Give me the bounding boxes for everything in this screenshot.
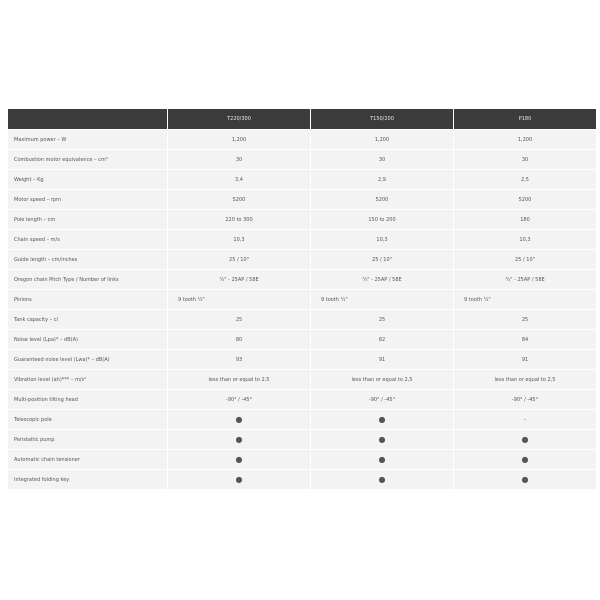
table-row [8,210,596,229]
header-cell-empty [8,109,168,129]
row-value: less than or equal to 2,5 [311,370,454,389]
row-value: 25 / 10" [168,250,311,269]
row-value: 220 to 300 [168,210,311,229]
row-value: 2,9 [311,170,454,189]
spec-table [8,108,596,490]
row-label: Chain speed – m/s [8,230,168,249]
header-cell-t150-200: T150/200 [311,109,454,129]
row-value: ● [454,470,596,489]
row-label: Peristaltic pump [8,430,168,449]
row-value: 25 [454,310,596,329]
row-value: -90° / -45° [168,390,311,409]
table-header [8,109,596,129]
row-value: 9 tooth ¼" [454,290,596,309]
row-label: Integrated folding key [8,470,168,489]
table-row [8,410,596,429]
row-value: 150 to 200 [311,210,454,229]
row-value: ● [311,470,454,489]
table-row [8,310,596,329]
table-row [8,130,596,149]
row-label: Multi-position tilting head [8,390,168,409]
row-value: 91 [311,350,454,369]
row-label: Pinions [8,290,168,309]
row-value: 10,3 [311,230,454,249]
row-value: 5200 [454,190,596,209]
row-value: 30 [454,150,596,169]
row-value: 25 [168,310,311,329]
row-value: 10,3 [168,230,311,249]
row-value: 30 [168,150,311,169]
table-row [8,370,596,389]
row-value: -90° / -45° [454,390,596,409]
table-row [8,470,596,489]
row-label: Maximum power – W [8,130,168,149]
table-row [8,350,596,369]
row-value: ● [454,430,596,449]
header-cell-p180: P180 [454,109,596,129]
row-label: Guide length – cm/inches [8,250,168,269]
row-value: 1,200 [168,130,311,149]
row-label: Vibration level (ah)*** – m/s² [8,370,168,389]
row-value: 2,5 [454,170,596,189]
table-row [8,330,596,349]
table-row [8,230,596,249]
table-row [8,150,596,169]
row-value: 25 / 10" [311,250,454,269]
header-row [8,109,596,129]
row-value: ● [168,450,311,469]
row-label: Combustion motor equivalence – cm³ [8,150,168,169]
table-row [8,190,596,209]
table-row [8,250,596,269]
row-value: less than or equal to 2,5 [454,370,596,389]
row-label: Oregon chain Pitch Type / Number of links [8,270,168,289]
row-value: ● [168,470,311,489]
row-value: ● [311,450,454,469]
row-value: 30 [311,150,454,169]
row-value: ● [168,410,311,429]
row-label: Noise level (Lpa)* – dB(A) [8,330,168,349]
row-value: 25 / 10" [454,250,596,269]
row-label: Tank capacity – cl [8,310,168,329]
table-row [8,450,596,469]
table-row [8,270,596,289]
row-value: 84 [454,330,596,349]
row-label: Guaranteed noise level (Lwa)* – dB(A) [8,350,168,369]
row-value: ● [454,450,596,469]
table-row [8,390,596,409]
row-value: -90° / -45° [311,390,454,409]
table-row [8,290,596,309]
row-value: ¼" - 25AP / 58E [311,270,454,289]
row-value: 9 tooth ¼" [168,290,311,309]
row-value: 180 [454,210,596,229]
row-value: ● [168,430,311,449]
row-value: ● [311,430,454,449]
row-value: ● [311,410,454,429]
row-label: Pole length – cm [8,210,168,229]
row-value: 5200 [311,190,454,209]
table-row [8,170,596,189]
row-label: Motor speed – rpm [8,190,168,209]
row-value: ¼" - 25AP / 58E [168,270,311,289]
row-value: ¼" - 25AP / 58E [454,270,596,289]
row-value: 1,200 [311,130,454,149]
row-value: – [454,410,596,429]
header-cell-t220-300: T220/300 [168,109,311,129]
row-label: Automatic chain tensioner [8,450,168,469]
row-value: 5200 [168,190,311,209]
row-value: 91 [454,350,596,369]
row-value: 80 [168,330,311,349]
table-body [8,130,596,489]
table-row [8,430,596,449]
row-label: Weight – Kg [8,170,168,189]
row-value: 3,4 [168,170,311,189]
row-value: 93 [168,350,311,369]
row-value: less than or equal to 2,5 [168,370,311,389]
row-value: 82 [311,330,454,349]
row-value: 25 [311,310,454,329]
row-value: 1,200 [454,130,596,149]
row-value: 10,3 [454,230,596,249]
row-label: Telescopic pole [8,410,168,429]
row-value: 9 tooth ¼" [311,290,454,309]
